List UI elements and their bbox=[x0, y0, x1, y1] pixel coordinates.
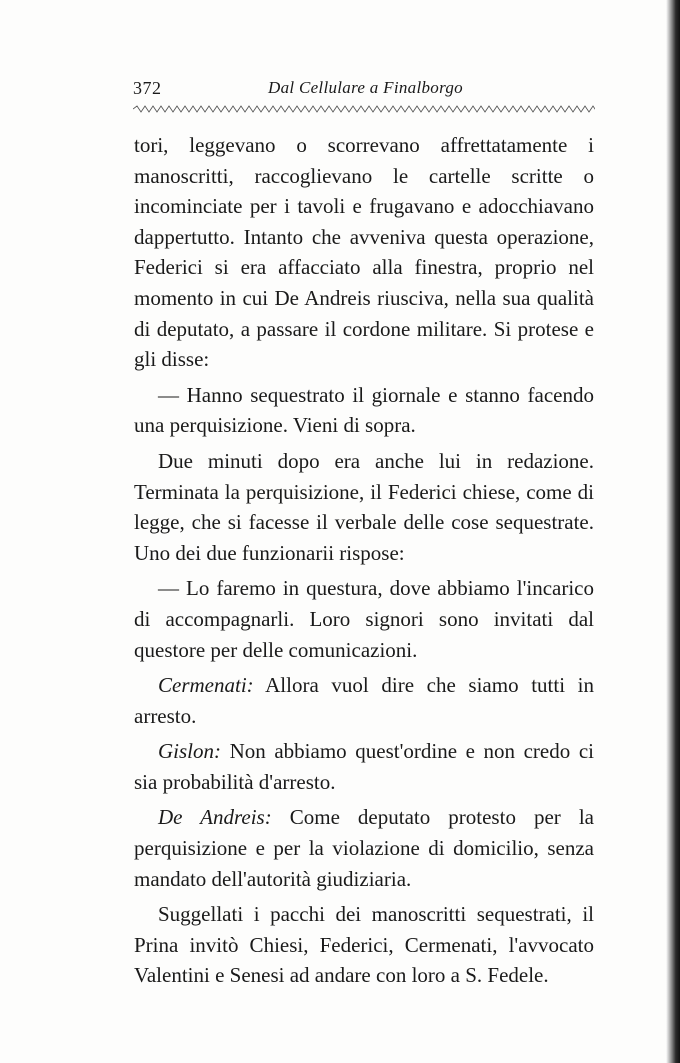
paragraph-8: Suggellati i pacchi dei manoscritti sequestrati, il Prina invitò Chiesi, Federici, Cermenati, l'avvocato Valentini e Senesi ad andare con loro a S. Fedele. bbox=[134, 902, 594, 988]
paragraph-1: tori, leggevano o scorrevano affrettatamente i manoscritti, raccoglievano le cartelle scritte o incominciate per i tavoli e frugavano e adocchiavano dappertutto. Intanto che avveniva questa operazione, Federici si era affacciato alla finestra, proprio nel momento in cui De Andreis riusciva, nella sua qualità di deputato, a passare il cordone militare. Si protese e gli disse: bbox=[134, 133, 594, 372]
paragraph-2: — Hanno sequestrato il giornale e stanno facendo una perquisizione. Vieni di sopra. bbox=[134, 382, 594, 438]
paragraph-3: Due minuti dopo era anche lui in redazione. Terminata la perquisizione, il Federici chiese, come di legge, che si facesse il verbale delle cose sequestrate. Uno dei due funzionarii rispose: bbox=[134, 448, 594, 565]
speaker-label: De Andreis: bbox=[158, 805, 272, 830]
paragraph-6 bbox=[134, 736, 594, 797]
page-header bbox=[133, 78, 595, 102]
running-title: Dal Cellulare a Finalborgo bbox=[268, 78, 463, 97]
speaker-label: Gislon: bbox=[158, 739, 221, 764]
paragraph-7 bbox=[134, 802, 594, 894]
paragraph-4: — Lo faremo in questura, dove abbiamo l'incarico di accompagnarli. Loro signori sono invitati dal questore per delle comunicazioni. bbox=[134, 576, 594, 662]
wavy-rule-divider bbox=[133, 104, 595, 114]
speaker-label: Cermenati: bbox=[158, 673, 254, 698]
dialogue-text: Non abbiamo quest'ordine e non credo ci sia probabilità d'arresto. bbox=[134, 739, 594, 794]
dialogue-text: Allora vuol dire che siamo tutti in arresto. bbox=[134, 673, 594, 728]
dialogue-text: Come deputato protesto per la perquisizione e per la violazione di domicilio, senza mandato dell'autorità giudiziaria. bbox=[134, 805, 594, 891]
paragraph-5 bbox=[134, 670, 594, 731]
page-edge-shadow bbox=[666, 0, 680, 1063]
page-number: 372 bbox=[133, 78, 162, 98]
body-text bbox=[134, 130, 594, 996]
